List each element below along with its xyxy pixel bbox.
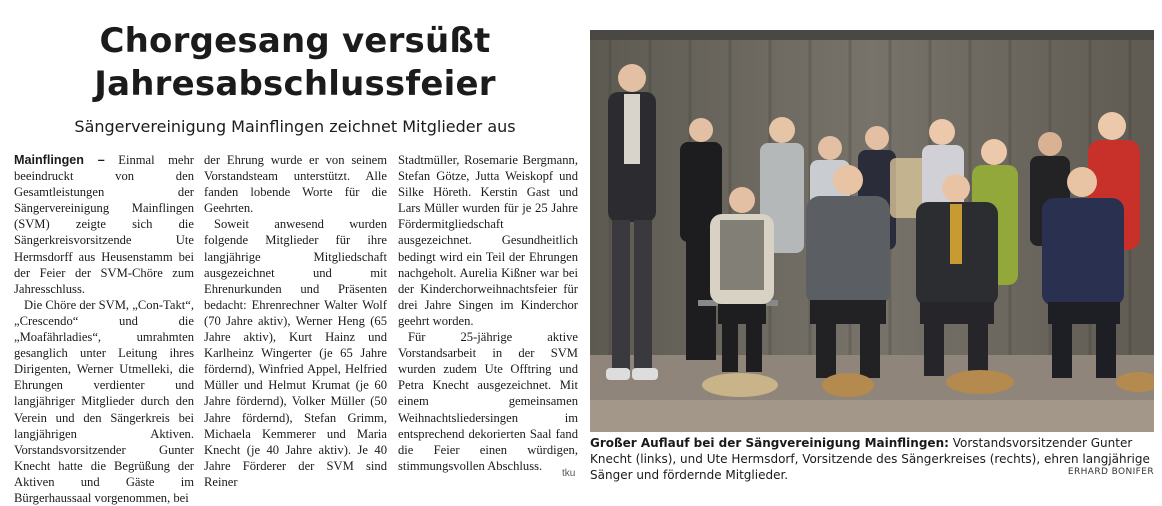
author-initials: tku — [562, 468, 576, 479]
photo-credit: ERHARD BONIFER — [1067, 467, 1154, 477]
headline-line-1: Chorgesang versüßt — [99, 21, 491, 61]
paragraph: Stadtmüller, Rosemarie Bergmann, Stefan Götze, Jutta Weiskopf und Silke Höreth. Kerstin Gast und Lars Müller wurden für je 25 Jahre Fördermitgliedschaft ausgezeichnet. Gesundheitlich bedingt wird ein Teil der Ehrungen nachgeholt. Aurelia Kißner war bei der Kinderchorweihnachtsfeier für drei Jahre Singen im Kinderchor geehrt worden. — [398, 153, 578, 328]
paragraph: Soweit anwesend wurden folgende Mitglieder für ihre langjährige Mitgliedschaft ausgezeichnet und mit Ehrenurkunden und Präsenten bedacht: Ehrenrechner Walter Wolf (70 Jahre aktiv), Werner Heng (65 Jahre aktiv), Kurt Hainz und Karlheinz Wingerter (je 65 Jahre fördernd), Winfried Appel, Helfried Müller und Helmut Krumat (je 60 Jahre fördernd), Volker Müller (50 Jahre fördernd), Stefan Grimm, Michaela Kemmerer und Maria Knecht (je 40 Jahre aktiv). Je 40 Jahre Förderer der SVM sind Reiner — [204, 217, 387, 489]
article-headline — [0, 20, 590, 106]
paragraph: der Ehrung wurde er von seinem Vorstandsteam unterstützt. Alle fanden lobende Worte für die Geehrten. — [204, 153, 387, 216]
paragraph-text: Einmal mehr beeindruckt von den Gesamtleistungen der Sängervereinigung Mainflingen (SVM) zeigte sich die Sängerkreisvorsitzende Ute Hermsdorff aus Heusenstamm bei der Feier der SVM-Chöre zum Jahresschluss. — [14, 153, 194, 296]
caption-bold: Großer Auflauf bei der Sängvereinigung Mainflingen: — [590, 436, 949, 450]
text-column-1 — [14, 152, 194, 506]
group-photo-illustration — [590, 30, 1154, 432]
headline-line-2: Jahresabschlussfeier — [94, 64, 496, 104]
paragraph — [14, 152, 194, 297]
dateline: Mainflingen – — [14, 153, 105, 167]
caption-text: Vorstandsvorsitzender Gunter Knecht (links), und Ute Hermsdorf, Vorsitzende des Sängerkreises (rechts), ehren langjährige Sänger und fördernde Mitglieder. — [590, 436, 1150, 482]
text-column-3 — [398, 152, 578, 474]
paragraph: Für 25-jährige aktive Vorstandsarbeit in der SVM wurden zudem Ute Offtring und Petra Knecht ausgezeichnet. Mit einem gemeinsamen Weihnachtsliedersingen im entsprechend dekorierten Saal fand die Feier einen würdigen, stimmungsvollen Abschluss. — [398, 330, 578, 473]
text-column-2 — [204, 152, 387, 490]
group-photo — [590, 30, 1154, 432]
paragraph: Die Chöre der SVM, „Con-Takt“, „Crescendo“ und die „Moafährladies“, umrahmten gesanglich unter Leitung ihres Dirigenten, Werner Utmelleki, die Ehrungen verdienter und langjähriger Mitglieder durch den Verein und den Sängerkreis bei langjährigen Aktiven. Vorstandsvorsitzender Gunter Knecht hatte die Begrüßung der Aktiven und Gäste im Bürgerhaussaal vorgenommen, bei — [14, 297, 194, 505]
article-subheadline: Sängervereinigung Mainflingen zeichnet Mitglieder aus — [74, 117, 516, 136]
